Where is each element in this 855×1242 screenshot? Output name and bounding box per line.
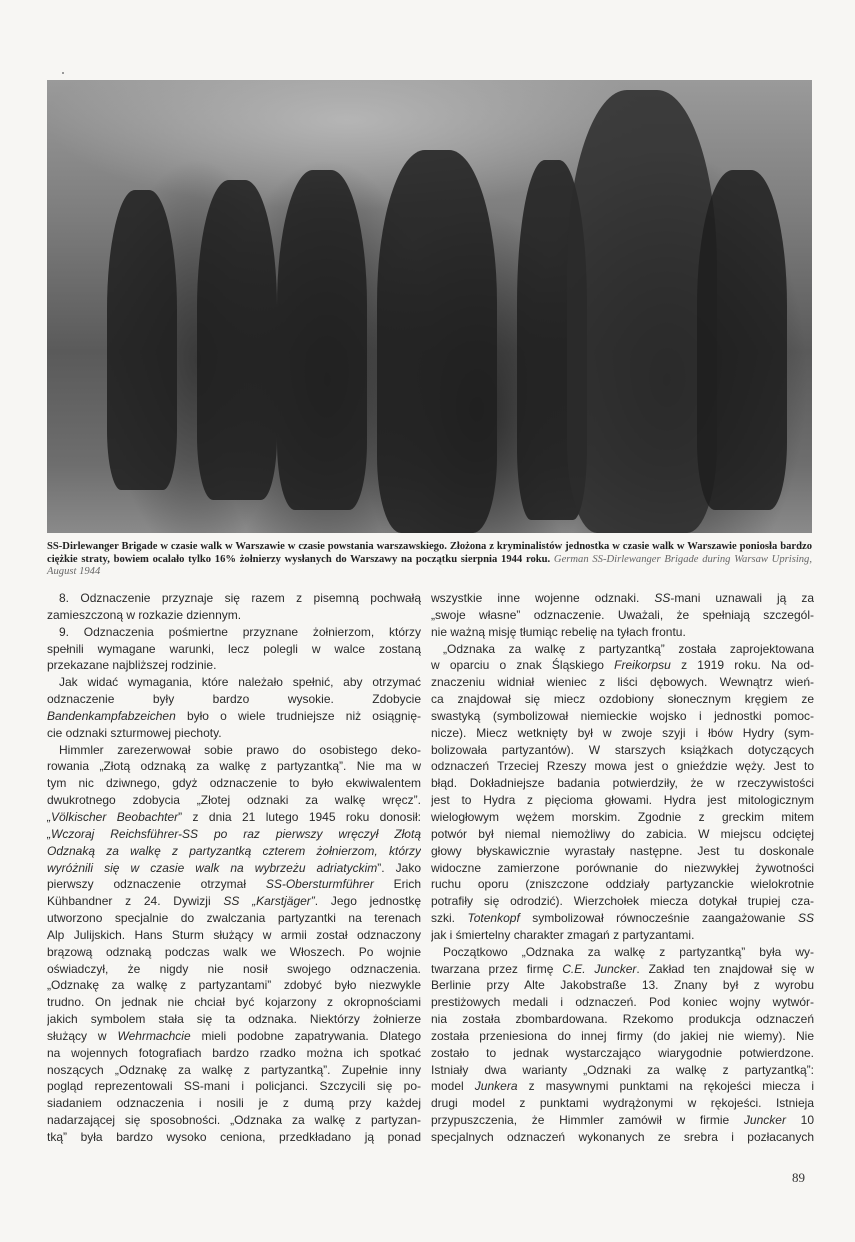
text-segment: ruchu oporu (zniszczone oddziały partyzanckie wielokrotnie [431,877,814,892]
text-segment: widoczne zamierzone porównanie do niezwykłej żywotności [431,860,814,875]
text-segment: Istniały dwa warianty „Odznaki za walkę z partyzantką”: [431,1062,814,1077]
text-line [431,1028,814,1045]
text-line [47,1062,421,1079]
text-line [431,809,814,826]
italic-text: Odznaką za walkę z partyzantką czterem żołnierzom, którzy [47,843,421,858]
text-segment: błąd. Dokładniejsze badania potwierdziły, że w rzeczywistości [431,776,814,791]
text-segment: jakich symbolem stała się ta odznaka. Niektórzy żołnierze [47,1012,421,1027]
text-line [47,843,421,860]
caption-english: German SS-Dirlewanger Brigade during Warsaw Uprising, August 1944 [47,553,812,577]
text-segment: Jak widać wymagania, które należało spełnić, aby otrzymać [59,675,421,690]
text-segment: służący w [47,1028,118,1043]
italic-text: Junkera [474,1079,518,1094]
photo-dirlewanger-brigade [47,80,812,533]
text-segment: „Odznakę za walkę z partyzantami” zdobyć było niezwykle [47,978,421,993]
text-segment: spełnili wymagane warunki, lecz polegli w walce zostaną [47,641,421,656]
text-line [431,826,814,843]
text-line [47,1112,421,1129]
text-line [431,893,814,910]
text-segment: 9. Odznaczenia pośmiertne przyznane żołnierzom, którzy [59,624,421,639]
text-line [47,792,421,809]
text-line [431,641,814,658]
text-segment: pogląd reprezentowali SS-mani i policjanci. Szczycili się po- [47,1079,421,1094]
text-line [47,624,421,641]
text-segment: szki. [431,911,468,926]
text-line [431,843,814,860]
text-segment: pierwszy odznaczenie otrzymał [47,877,266,892]
text-segment: cie odznaki szturmowej piechoty. [47,725,222,740]
italic-text: Wehrmachcie [117,1028,191,1043]
text-line [431,876,814,893]
text-line [431,977,814,994]
text-segment: zamieszczoną w rozkazie dziennym. [47,607,242,622]
text-segment: jest to Hydra z pięcioma głowami. Hydra jest mitologicznym [431,793,814,808]
text-line [431,1095,814,1112]
text-line [47,607,421,624]
text-segment: Kühbandner z 24. Dywizji [47,894,224,909]
italic-text: Totenkopf [467,911,520,926]
text-segment: . Jego jednostkę [314,894,421,909]
text-segment: rowania „Złotą odznaką za walkę z partyzantką”. Nie ma w [47,759,421,774]
text-segment: znaczeniu widniał wieniec z liści dębowych. Wewnątrz wień- [431,675,814,690]
text-line [47,860,421,877]
text-segment: 10 [785,1113,814,1128]
text-segment: głowy błyskawicznie wyrastały następne. Jest tu doskonale [431,843,814,858]
text-segment: zostało to jednak wystarczająco wiarygodnie potwierdzone. [431,1045,814,1060]
text-segment: brązową odznaką podczas walk we Włoszech. Po wojnie [47,944,421,959]
text-segment: model [431,1079,475,1094]
text-line [47,927,421,944]
text-segment: 8. Odznaczenie przyznaje się razem z pisemną pochwałą [59,591,421,605]
text-segment: Erich [373,877,421,892]
text-line [431,961,814,978]
text-segment: dwukrotnego zdobycia „Złotej odznaki za walkę wręcz”. [47,793,421,808]
text-line [431,994,814,1011]
text-segment: bolizowała partyzantów). W starszych książkach dotyczących [431,742,814,757]
text-line [47,657,421,674]
text-line [431,708,814,725]
text-line [431,1112,814,1129]
text-line [431,1045,814,1062]
text-segment: drugi model z punktami wydrążonymi w rękojeści. Istnieja [431,1096,814,1111]
text-segment: siadaniem odznaczenia i nosili je z dumą przy każdej [47,1096,421,1111]
text-segment: odznaczeń Trzeciej Rzeszy mowa jest o gnieździe węży. Jest to [431,759,814,774]
text-segment: tką” była bardzo wysoko ceniona, przedkładano ją ponad [47,1130,421,1144]
text-segment: odznaczenie były bardzo wysokie. Zdobycie [47,692,421,707]
text-segment: . Zakład ten znajdował się w [636,961,814,976]
italic-text: C.E. Juncker [562,961,637,976]
text-segment: przekazane najbliższej rodzinie. [47,658,217,673]
text-segment: -mani uznawali ją za [670,591,814,605]
text-line [47,826,421,843]
text-segment: z masywnymi punktami na rękojeści miecza i [517,1079,814,1094]
text-segment: symbolizował równocześnie zaangażowanie [519,911,798,926]
caption-polish: SS-Dirlewanger Brigade w czasie walk w Warszawie w czasie powstania warszawskiego. Złożona z kryminalistów jednostka w czasie walk w Warszawie poniosła bardzo ciężkie straty, bowiem ocalało tylko 16% żołnierzy wysłanych do Warszawy na początku sierpnia 1944 roku. [47,541,812,565]
text-line [47,590,421,607]
text-line [47,775,421,792]
text-segment: Alp Julijskich. Hans Sturm służący w armii został odznaczony [47,927,421,942]
text-segment: specjalnych odznaczeń wykonanych ze srebra i pozłacanych [431,1130,814,1144]
text-segment: jak i śmiertelny charakter zmagań z partyzantami. [431,927,695,942]
page-number: 89 [792,1170,805,1185]
italic-text: wyróżnili się w czasie walk na wybrzeżu adriatyckim [47,860,378,875]
text-segment: „swoje własne” odznaczenie. Uważali, że spełniają szczegól- [431,607,814,622]
text-segment: Himmler zarezerwował sobie prawo do osobistego deko- [59,742,421,757]
italic-text: Freikorpsu [614,658,671,673]
left-text-column [47,590,421,1146]
text-line [47,994,421,1011]
text-segment: było o wiele trudniejsze niż osiągnię- [175,708,421,723]
text-segment: Berlinie przy Alte Jakobstraße 13. Znany był z wyrobu [431,978,814,993]
text-line [47,1129,421,1146]
scan-speck [62,72,64,74]
text-line [431,1129,814,1146]
text-line [431,1062,814,1079]
text-segment: swastyką (symbolizował niemieckie wojsko i jednostki pomoc- [431,708,814,723]
text-line [47,809,421,826]
text-segment: mieli podobne zapatrywania. Dlatego [190,1028,421,1043]
italic-text: Bandenkampfabzeichen [47,708,176,723]
text-segment: nie ważną misję tłumiąc rebelię na tyłach frontu. [431,624,686,639]
text-line [47,910,421,927]
text-line [431,607,814,624]
text-segment: noszących „Odznakę za walkę z partyzantką”. Zupełnie inny [47,1062,421,1077]
italic-text: Juncker [743,1113,786,1128]
text-line [431,590,814,607]
text-segment: na wojennych fotografiach bardzo rzadko można ich spotkać [47,1045,421,1060]
text-segment: „Odznaka za walkę z partyzantką” została zaprojektowana [443,641,814,656]
text-segment: ” z dnia 21 lutego 1945 roku donosił: [178,809,421,824]
text-line [47,893,421,910]
right-text-column [431,590,814,1146]
text-line [47,1095,421,1112]
text-line [47,961,421,978]
text-line [47,1011,421,1028]
text-line [47,1045,421,1062]
text-line [431,725,814,742]
photo-caption [47,541,812,579]
text-segment: w oparciu o znak Śląskiego [431,658,615,673]
text-segment: wszystkie inne wojenne odznaki. [431,591,655,605]
text-segment: twarzana przez firmę [431,961,563,976]
text-segment: ca znajdował się miecz ozdobiony słonecznym kręgiem ze [431,692,814,707]
text-segment: przypuszczenia, że Himmler zamówił w firmie [431,1113,744,1128]
text-segment: z 1919 roku. Na od- [670,658,814,673]
text-line [47,758,421,775]
text-line [431,674,814,691]
text-line [47,742,421,759]
text-line [431,742,814,759]
text-line [431,927,814,944]
text-line [431,860,814,877]
text-line [47,674,421,691]
text-line [47,641,421,658]
text-segment: utworzono specjalnie do zwalczania partyzantki na terenach [47,911,421,926]
italic-text: SS-Obersturmführer [265,877,374,892]
text-line [431,1011,814,1028]
text-segment: została przeniesiona do innej firmy (do jakiej nie wiemy). Nie [431,1028,814,1043]
text-segment: Początkowo „Odznaka za walkę z partyzantką” była wy- [443,944,814,959]
text-line [431,624,814,641]
text-line [47,1028,421,1045]
text-segment: tym nic dziwnego, gdyż odznaczenie to było ekwiwalentem [47,776,421,791]
text-segment: nia została zbombardowana. Rzekomo produkcja odznaczeń [431,1012,814,1027]
text-line [47,708,421,725]
text-line [431,775,814,792]
text-line [431,1078,814,1095]
italic-text: „Völkischer Beobachter [47,809,179,824]
text-segment: nadarzającej się sposobności. „Odznaka za walkę z partyzan- [47,1113,421,1128]
text-line [431,758,814,775]
text-segment: ”. Jako [377,860,421,875]
text-segment: nicze). Miecz wetknięty był w zwoje szyji i łbów Hydry (sym- [431,725,814,740]
text-line [47,1078,421,1095]
text-segment: potwór był niemal niemożliwy do zabicia. W miejscu odciętej [431,826,814,841]
text-segment: wielogłowym wężem morskim. Zgodnie z greckim mitem [431,809,814,824]
text-line [47,691,421,708]
text-segment: oświadczył, że nigdy nie nosił swojego odznaczenia. [47,961,421,976]
italic-text: „Wczoraj Reichsführer-SS po raz pierwszy wręczył Złotą [47,826,421,841]
text-line [431,944,814,961]
text-line [47,977,421,994]
text-line [431,691,814,708]
text-line [47,725,421,742]
text-line [431,792,814,809]
text-segment: prestiżowych medali i odznaczeń. Pod koniec wojny wytwór- [431,995,814,1010]
italic-text: SS [797,911,814,926]
text-line [47,944,421,961]
italic-text: SS „Karstjäger” [223,894,315,909]
italic-text: SS [654,591,671,605]
text-line [431,910,814,927]
text-line [47,876,421,893]
text-line [431,657,814,674]
text-segment: trudno. On jednak nie chciał być kojarzony z okropnościami [47,995,421,1010]
text-segment: potrafiły się odrodzić). Wierzchołek miecza dotykał trupiej cza- [431,894,814,909]
